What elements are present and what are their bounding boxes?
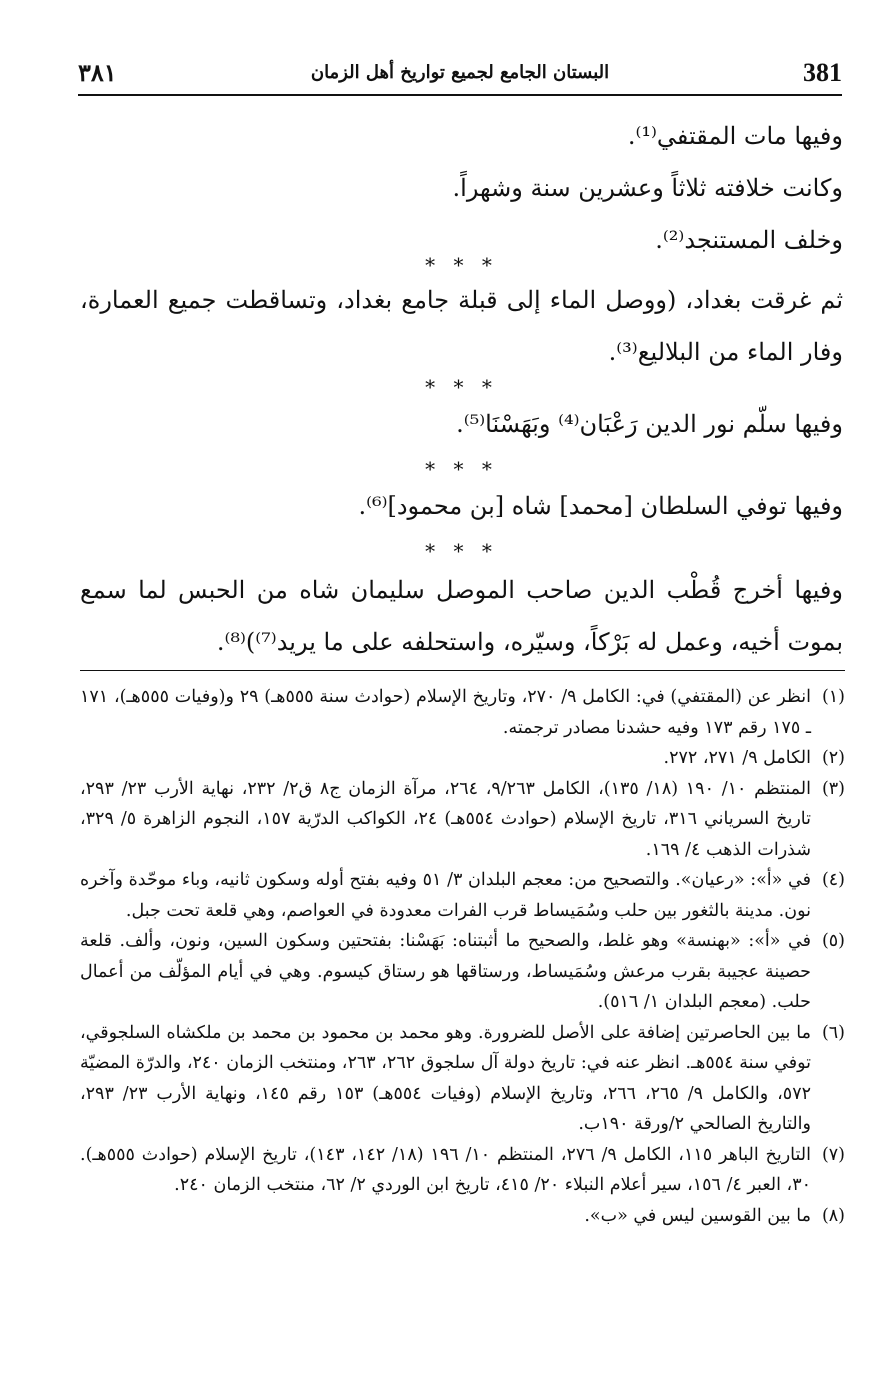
footnote	[80, 865, 845, 926]
section-separator: * * *	[425, 375, 498, 399]
main-text	[80, 110, 843, 266]
page-number-arabic: ٣٨١	[78, 58, 117, 87]
footnote-text: في «أ»: «رعيان». والتصحيح من: معجم البلدان ٣/ ٥١ وفيه بفتح أوله وسكون ثانيه، وباء موحّدة وآخره نون. مدينة بالثغور بين حلب وسُمَيساط قرب الفرات معدودة في العواصم، وهي قلعة تحت جبل.	[80, 870, 811, 921]
footnote-number: (٣)	[821, 778, 845, 799]
footnote-number: (٧)	[821, 1144, 845, 1165]
footnotes	[80, 682, 845, 1231]
footnote-text: ما بين الحاصرتين إضافة على الأصل للضرورة. وهو محمد بن محمود بن محمد بن ملكشاه السلجوقي، توفي سنة ٥٥٤هـ. انظر عنه في: تاريخ دولة آل سلجوق ٢٦٢، ٢٦٣، ومنتخب الزمان ٢٤٠، والدرّة المضيّة ٥٧٢، والكامل ٩/ ٢٦٥، ٢٦٦، وتاريخ الإسلام (وفيات ٥٥٤هـ) ١٥٣ رقم ١٤٥، ونهاية الأرب ٢٣/ ٢٩٣، والتاريخ الصالحي ٢/ورقة ١٩٠ب.	[80, 1022, 811, 1134]
footnote	[80, 1201, 845, 1232]
text-line: وخلف المستنجد⁽²⁾.	[655, 226, 843, 254]
footnote-text: التاريخ الباهر ١١٥، الكامل ٩/ ٢٧٦، المنتظم ١٠/ ١٩٦ (١٨/ ١٤٢، ١٤٣)، تاريخ الإسلام (حوادث ٥٥٥هـ). ٣٠، العبر ٤/ ١٥٦، سير أعلام النبلاء ٢٠/ ٤١٥، تاريخ ابن الوردي ٢/ ٦٢، منتخب الزمان ٢٤٠.	[80, 1144, 811, 1195]
text-line: وفيها مات المقتفي⁽¹⁾.	[627, 122, 843, 150]
paragraph-sultan: وفيها توفي السلطان [محمد] شاه [بن محمود]⁽⁶⁾.	[358, 492, 843, 520]
footnote-number: (٥)	[821, 931, 845, 951]
footnote-number: (٨)	[821, 1205, 845, 1226]
running-title: البستان الجامع لجميع تواريخ أهل الزمان	[310, 62, 610, 83]
text-line: وكانت خلافته ثلاثاً وعشرين سنة وشهراً.	[452, 174, 843, 202]
header-rule	[78, 94, 842, 96]
footnote-text: الكامل ٩/ ٢٧١، ٢٧٢.	[663, 748, 811, 768]
footnote-number: (٤)	[821, 870, 845, 890]
paragraph-nur-al-din: وفيها سلّم نور الدين رَعْبَان⁽⁴⁾ وبَهَسْنَا⁽⁵⁾.	[456, 410, 843, 438]
section-separator: * * *	[425, 457, 498, 481]
footnote	[80, 743, 845, 774]
page-number: 381	[803, 58, 842, 87]
footnote-text: انظر عن (المقتفي) في: الكامل ٩/ ٢٧٠، وتاريخ الإسلام (حوادث سنة ٥٥٥هـ) ٢٩ و(وفيات ٥٥٥هـ)، ١٧١ ـ ١٧٥ رقم ١٧٣ وفيه حشدنا مصادر ترجمته.	[80, 687, 811, 738]
footnote-text: في «أ»: «بهنسة» وهو غلط، والصحيح ما أثبتناه: بَهَسْنا: بفتحتين وسكون السين، ونون، وألف. قلعة حصينة عجيبة بقرب مرعش وسُمَيساط، ورستاقها هو رستاق كيسوم. وهي في أيام المؤلّف من أعمال حلب. (معجم البلدان ١/ ٥١٦).	[80, 931, 811, 1012]
footnote-number: (١)	[821, 687, 845, 707]
section-separator: * * *	[425, 539, 498, 563]
footnote-number: (٦)	[821, 1022, 845, 1043]
footnote	[80, 682, 845, 743]
footnote-text: المنتظم ١٠/ ١٩٠ (١٨/ ١٣٥)، الكامل ٩/٢٦٣، ٢٦٤، مرآة الزمان ج٨ ق٢/ ٢٣٢، نهاية الأرب ٢٣/ ٢٩٣، تاريخ السرياني ٣١٦، تاريخ الإسلام (حوادث ٥٥٤هـ) ٢٤، الكواكب الدرّية ١٥٧، النجوم الزاهرة ٥/ ٣٢٩، شذرات الذهب ٤/ ١٦٩.	[80, 778, 812, 860]
footnote-text: ما بين القوسين ليس في «ب».	[584, 1205, 811, 1226]
footnote	[80, 926, 845, 1018]
footnote	[80, 1140, 845, 1201]
footnote-number: (٢)	[821, 748, 845, 768]
page-header	[78, 56, 842, 96]
section-separator: * * *	[425, 253, 498, 277]
paragraph-qutb-al-din: وفيها أخرج قُطْب الدين صاحب الموصل سليمان شاه من الحبس لما سمع بموت أخيه، وعمل له بَرْكاً، وسيّره، واستحلفه على ما يريد⁽⁷⁾)⁽⁸⁾.	[80, 576, 843, 656]
footnote-rule	[80, 670, 845, 671]
footnote	[80, 1018, 845, 1140]
paragraph-flood: ثم غرقت بغداد، (ووصل الماء إلى قبلة جامع بغداد، وتساقطت جميع العمارة، وفار الماء من البلاليع⁽³⁾.	[80, 286, 843, 366]
footnote	[80, 774, 845, 866]
